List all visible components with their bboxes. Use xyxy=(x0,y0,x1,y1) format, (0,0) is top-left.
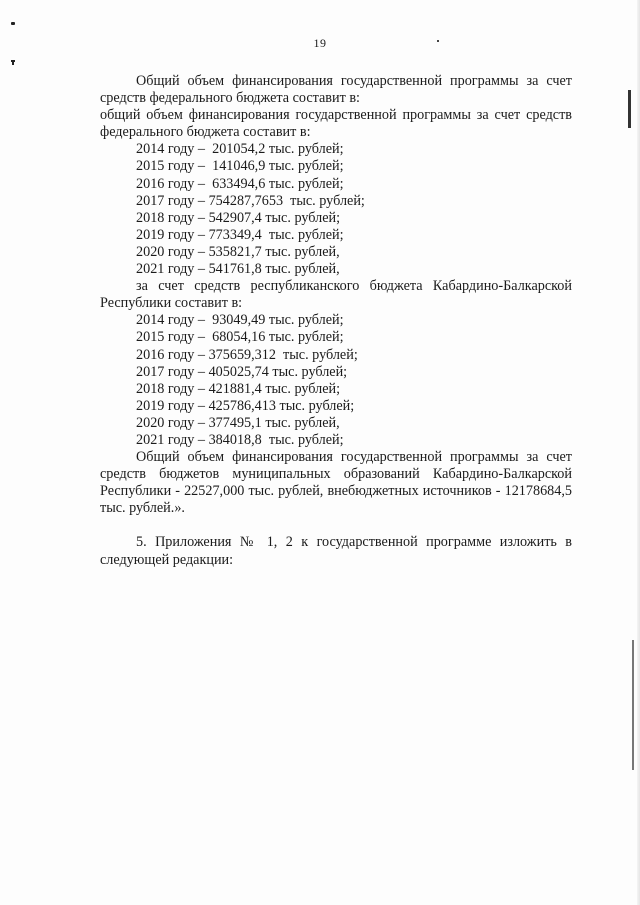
scan-binding-mark xyxy=(632,640,634,770)
republic-year-2020: 2020 году – 377495,1 тыс. рублей, xyxy=(136,414,340,431)
federal-year-2016: 2016 году – 633494,6 тыс. рублей; xyxy=(136,175,344,192)
republic-year-2018: 2018 году – 421881,4 тыс. рублей; xyxy=(136,380,341,397)
republic-year-2019: 2019 году – 425786,413 тыс. рублей; xyxy=(136,397,355,414)
federal-year-2021: 2021 году – 541761,8 тыс. рублей, xyxy=(136,261,340,278)
closing-paragraph: Общий объем финансирования государственной программы за счет средств бюджетов муниципальных образований Кабардино-Балкарской Республики - 22527,000 тыс. рублей, внебюджетных источников - 12178684,5 тыс. рублей.». xyxy=(100,449,572,517)
republic-year-2017: 2017 году – 405025,74 тыс. рублей; xyxy=(136,363,348,380)
federal-year-2020: 2020 году – 535821,7 тыс. рублей, xyxy=(136,243,340,260)
document-body xyxy=(100,73,572,569)
republic-year-2014: 2014 году – 93049,49 тыс. рублей; xyxy=(136,312,344,329)
republic-year-2015: 2015 году – 68054,16 тыс. рублей; xyxy=(136,329,344,346)
scan-speck xyxy=(12,62,14,65)
federal-intro-paragraph: Общий объем финансирования государственной программы за счет средств федерального бюджета составит в: xyxy=(100,73,572,107)
republic-year-2021: 2021 году – 384018,8 тыс. рублей; xyxy=(136,431,344,448)
federal-year-2017: 2017 году – 754287,7653 тыс. рублей; xyxy=(136,192,365,209)
federal-intro-paragraph-duplicate: общий объем финансирования государственной программы за счет средств федерального бюджета составит в: xyxy=(100,107,572,141)
republic-budget-list xyxy=(100,312,572,449)
item-5-paragraph: 5. Приложения № 1, 2 к государственной программе изложить в следующей редакции: xyxy=(100,534,572,568)
scan-binding-mark xyxy=(628,90,631,128)
paragraph-spacer xyxy=(100,517,572,534)
page-number: 19 xyxy=(313,36,327,50)
federal-budget-list xyxy=(100,141,572,278)
federal-year-2014: 2014 году – 201054,2 тыс. рублей; xyxy=(136,141,344,158)
federal-year-2019: 2019 году – 773349,4 тыс. рублей; xyxy=(136,226,344,243)
republic-year-2016: 2016 году – 375659,312 тыс. рублей; xyxy=(136,346,358,363)
federal-year-2018: 2018 году – 542907,4 тыс. рублей; xyxy=(136,209,341,226)
federal-year-2015: 2015 году – 141046,9 тыс. рублей; xyxy=(136,158,344,175)
republic-intro-paragraph: за счет средств республиканского бюджета Кабардино-Балкарской Республики составит в: xyxy=(100,278,572,312)
scan-speck xyxy=(11,22,15,25)
